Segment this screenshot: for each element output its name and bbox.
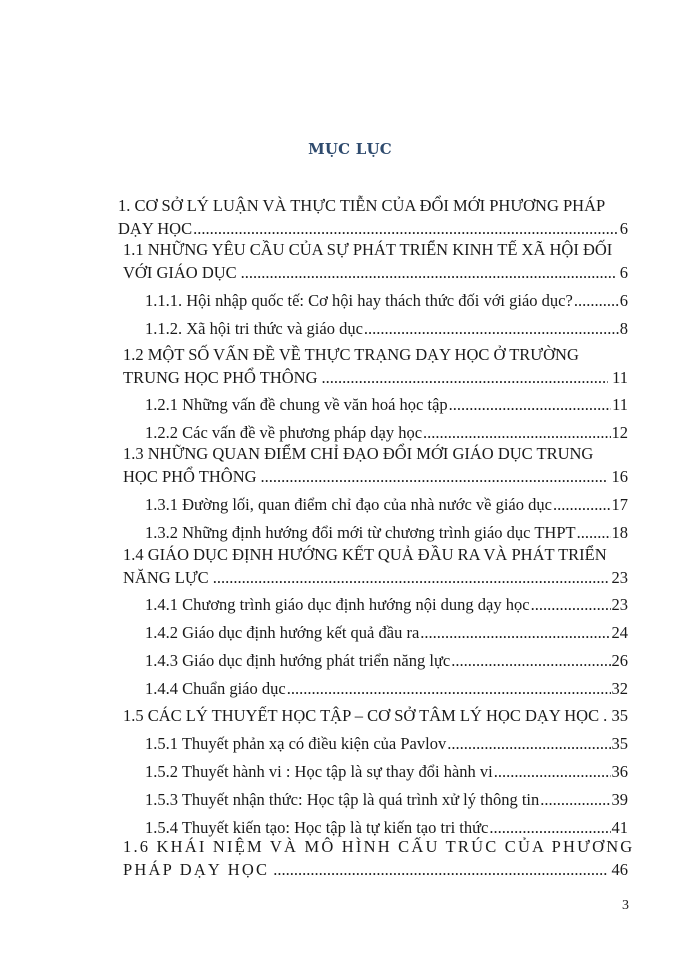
toc-entry-title: 1.3.1 Đường lối, quan điểm chỉ đạo của nhà nước về giáo dục (145, 495, 552, 514)
toc-entry-title: 1.4 GIÁO DỤC ĐỊNH HƯỚNG KẾT QUẢ ĐẦU RA VÀ PHÁT TRIỂN (123, 545, 607, 564)
leader-dots (553, 493, 611, 516)
leader-dots (447, 732, 610, 755)
toc-page-number: 8 (619, 319, 628, 338)
leader-dots (238, 261, 616, 284)
leader-dots (287, 677, 611, 700)
toc-entry-1-4-4[interactable] (145, 677, 628, 700)
toc-entry-1-4-2[interactable] (145, 621, 628, 644)
page-number: 3 (622, 898, 629, 913)
toc-entry-title: 1.2.1 Những vấn đề chung về văn hoá học tập (145, 395, 448, 414)
toc-page-number: 12 (611, 423, 628, 442)
toc-entry-title: 1.1.2. Xã hội tri thức và giáo dục (145, 319, 363, 338)
toc-page-number: 6 (619, 219, 628, 238)
leader-dots (193, 217, 619, 240)
toc-entry-title: 1.3.2 Những định hướng đổi mới từ chương trình giáo dục THPT (145, 523, 576, 542)
toc-entry-title: 1.3 NHỮNG QUAN ĐIỂM CHỈ ĐẠO ĐỔI MỚI GIÁO DỤC TRUNG (123, 444, 594, 463)
toc-entry-title: 1.4.2 Giáo dục định hướng kết quả đầu ra (145, 623, 420, 642)
toc-entry-title: 1.2 MỘT SỐ VẤN ĐỀ VỀ THỰC TRẠNG DẠY HỌC Ở TRƯỜNG (123, 345, 579, 364)
toc-entry-title-cont: NĂNG LỰC (123, 568, 209, 587)
leader-dots (540, 788, 610, 811)
leader-dots (210, 566, 608, 589)
leader-dots (319, 366, 609, 389)
toc-page-number: 6 (619, 291, 628, 310)
toc-entry-1-3-2[interactable] (145, 521, 628, 544)
toc-page-number: 6 (619, 263, 628, 282)
leader-dots (364, 317, 619, 340)
toc-entry-title: 1.4.4 Chuẩn giáo dục (145, 679, 286, 698)
leader-dots (451, 649, 610, 672)
toc-entry-1-5-1[interactable] (145, 732, 628, 755)
toc-entry-1-1[interactable] (120, 238, 628, 284)
toc-page-number: 35 (611, 706, 628, 725)
toc-entry-1-4-3[interactable] (145, 649, 628, 672)
toc-entry-title: 1.6 KHÁI NIỆM VÀ MÔ HÌNH CẤU TRÚC CỦA PHƯƠNG (123, 837, 635, 856)
leader-dots (574, 289, 619, 312)
toc-entry-1-3[interactable] (120, 442, 628, 488)
toc-entry-1-5[interactable] (120, 704, 628, 727)
toc-entry-title-cont: TRUNG HỌC PHỔ THÔNG (123, 368, 318, 387)
leader-dots (600, 704, 607, 727)
leader-dots (423, 421, 610, 444)
toc-page-number: 11 (612, 368, 628, 387)
toc-entry-title: 1.5.4 Thuyết kiến tạo: Học tập là tự kiến tạo tri thức (145, 818, 489, 837)
toc-entry-1-2-1[interactable] (145, 393, 628, 416)
toc-page-number: 46 (611, 860, 628, 879)
toc-entry-1[interactable] (118, 194, 628, 240)
toc-page-number: 41 (611, 818, 628, 837)
toc-entry-title-cont: VỚI GIÁO DỤC (123, 263, 237, 282)
toc-entry-title: 1.1.1. Hội nhập quốc tế: Cơ hội hay thách thức đối với giáo dục? (145, 291, 573, 310)
toc-entry-title: 1.4.3 Giáo dục định hướng phát triển năng lực (145, 651, 451, 670)
leader-dots (420, 621, 610, 644)
toc-entry-1-3-1[interactable] (145, 493, 628, 516)
toc-entry-1-4[interactable] (120, 543, 628, 589)
toc-entry-title: 1.5.2 Thuyết hành vi : Học tập là sự thay đổi hành vi (145, 762, 493, 781)
toc-entry-title: 1.5 CÁC LÝ THUYẾT HỌC TẬP – CƠ SỞ TÂM LÝ HỌC DẠY HỌC (123, 706, 600, 725)
toc-entry-title-cont: DẠY HỌC (118, 219, 193, 238)
leader-dots (270, 858, 607, 881)
leader-dots (577, 521, 611, 544)
toc-entry-1-6[interactable] (120, 835, 635, 881)
leader-dots (494, 760, 611, 783)
toc-entry-title: 1.5.1 Thuyết phản xạ có điều kiện của Pavlov (145, 734, 447, 753)
toc-entry-1-4-1[interactable] (145, 593, 628, 616)
toc-page-number: 23 (611, 568, 628, 587)
toc-page-number: 24 (611, 623, 628, 642)
toc-entry-1-1-2[interactable] (145, 317, 628, 340)
leader-dots (449, 393, 611, 416)
toc-entry-1-1-1[interactable] (145, 289, 628, 312)
leader-dots (258, 465, 608, 488)
leader-dots (531, 593, 611, 616)
toc-page-number: 18 (611, 523, 628, 542)
toc-entry-1-5-3[interactable] (145, 788, 628, 811)
toc-title: MỤC LỤC (308, 140, 392, 158)
toc-entry-title: 1. CƠ SỞ LÝ LUẬN VÀ THỰC TIỄN CỦA ĐỔI MỚI PHƯƠNG PHÁP (118, 196, 606, 215)
toc-page-number: 16 (611, 467, 628, 486)
toc-page-number: 35 (611, 734, 628, 753)
toc-entry-1-5-2[interactable] (145, 760, 628, 783)
toc-page-number: 17 (611, 495, 628, 514)
toc-entry-title: 1.4.1 Chương trình giáo dục định hướng nội dung dạy học (145, 595, 530, 614)
toc-page-number: 26 (611, 651, 628, 670)
toc-page-number: 39 (611, 790, 628, 809)
toc-page-number: 32 (611, 679, 628, 698)
toc-entry-1-2-2[interactable] (145, 421, 628, 444)
toc-entry-title-cont: PHÁP DẠY HỌC (123, 860, 270, 879)
toc-entry-title-cont: HỌC PHỔ THÔNG (123, 467, 257, 486)
toc-page-number: 36 (611, 762, 628, 781)
toc-entry-title: 1.1 NHỮNG YÊU CẦU CỦA SỰ PHÁT TRIỂN KINH TẾ XÃ HỘI ĐỐI (123, 240, 613, 259)
toc-page-number: 11 (612, 395, 628, 414)
toc-entry-1-2[interactable] (120, 343, 628, 389)
toc-entry-title: 1.5.3 Thuyết nhận thức: Học tập là quá trình xử lý thông tin (145, 790, 540, 809)
toc-entry-title: 1.2.2 Các vấn đề về phương pháp dạy học (145, 423, 423, 442)
toc-page-number: 23 (611, 595, 628, 614)
